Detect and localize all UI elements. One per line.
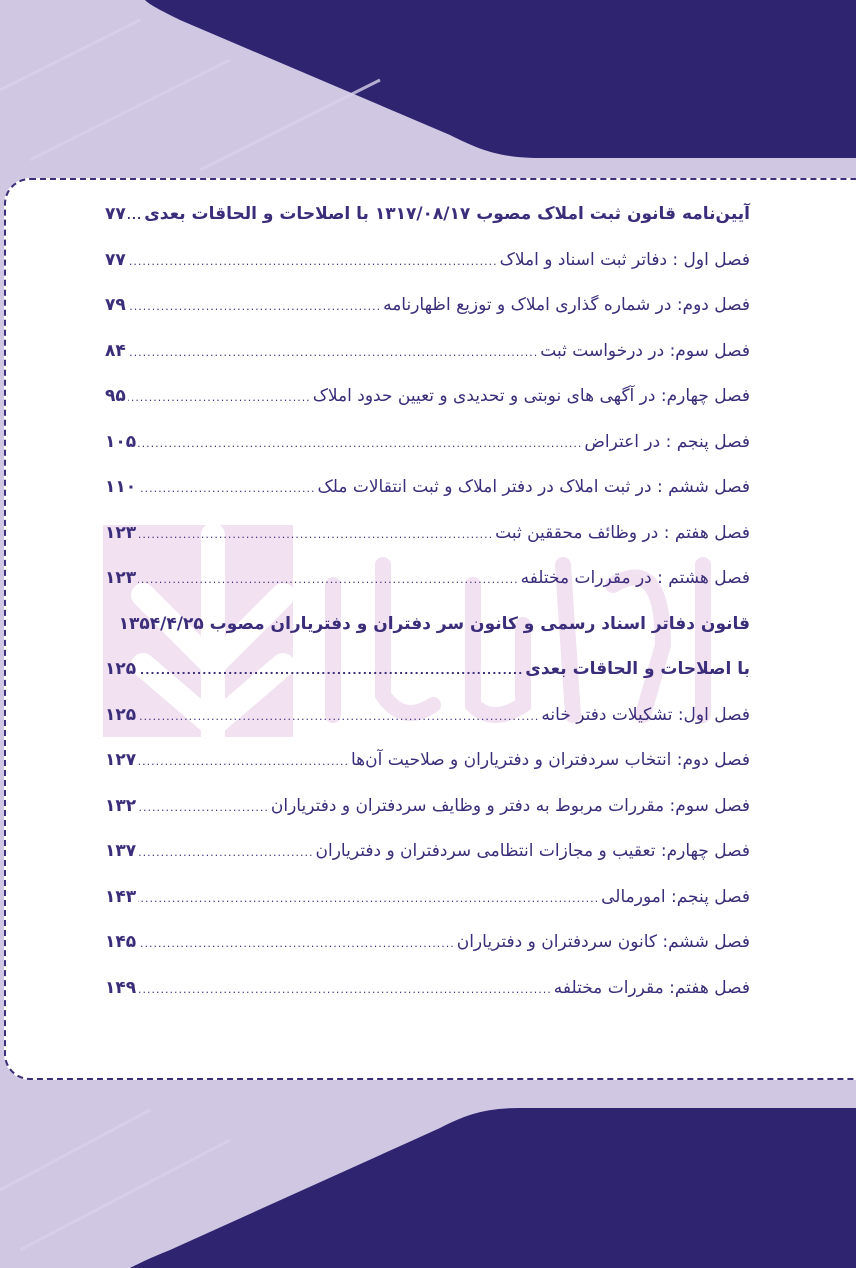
toc-section-heading[interactable] [105,192,750,238]
toc-page-number: ۱۲۵ [105,659,137,679]
toc-entry[interactable] [105,784,750,830]
toc-page-number: ۱۲۳ [105,568,137,588]
toc-page-number: ۱۲۵ [105,704,137,725]
toc-entry[interactable] [105,420,750,466]
toc-entry[interactable] [105,511,750,557]
toc-entry-title: فصل چهارم: تعقیب و مجازات انتظامی سردفتران و دفتریاران [315,841,750,861]
toc-page-number: ۱۱۰ [105,477,137,497]
toc-entry-title: فصل هفتم: مقررات مختلفه [553,977,750,998]
toc-page-number: ۸۴ [105,340,126,361]
toc-entry[interactable] [105,693,750,739]
toc-page-number: ۱۲۷ [105,750,137,770]
leader-dots [138,648,523,694]
toc-entry-title: با اصلاحات و الحاقات بعدی [525,659,750,679]
toc-entry-title: فصل اول : دفاتر ثبت اسناد و املاک [499,249,750,270]
leader-dots [138,739,349,785]
leader-dots [128,375,311,421]
toc-page-number: ۱۴۵ [105,932,137,952]
toc-entry[interactable] [105,238,750,284]
toc-entry-title: فصل هشتم : در مقررات مختلفه [520,568,750,588]
toc-entry-title: فصل ششم: کانون سردفتران و دفتریاران [456,932,750,952]
toc-entry-title: آیین‌نامه قانون ثبت املاک مصوب ۱۳۱۷/۰۸/۱۷ با اصلاحات و الحاقات بعدی [144,204,750,224]
leader-dots [138,921,455,967]
leader-dots [128,239,498,285]
toc-entry-title: فصل پنجم : در اعتراض [584,431,750,452]
leader-dots [138,512,493,558]
toc-entry[interactable] [105,875,750,921]
leader-dots [138,557,518,603]
toc-page-number: ۱۳۷ [105,841,137,861]
leader-dots [138,421,582,467]
toc-entry[interactable] [105,829,750,875]
toc-entry[interactable] [105,738,750,784]
toc-entry-title: فصل چهارم: در آگهی های نوبتی و تحدیدی و تعیین حدود املاک [312,386,750,406]
leader-dots [138,876,599,922]
toc-entry[interactable] [105,556,750,602]
leader-dots [128,330,539,376]
toc-page-number: ۷۹ [105,295,126,315]
toc-entry-title: فصل اول: تشکیلات دفتر خانه [541,704,750,725]
toc-page-number: ۱۳۲ [105,795,137,816]
toc-entry[interactable] [105,329,750,375]
toc-entry-title: فصل هفتم : در وظائف محققین ثبت [495,522,750,543]
leader-dots [138,830,313,876]
toc-entry-title: فصل دوم: انتخاب سردفتران و دفتریاران و صلاحیت آن‌ها [350,750,750,770]
toc-entry-title: فصل سوم: در درخواست ثبت [540,340,750,361]
toc-page-number: ۱۴۳ [105,886,137,907]
toc-section-heading[interactable] [105,647,750,693]
toc-page-number: ۱۴۹ [105,977,137,998]
toc-entry[interactable] [105,374,750,420]
toc-entry[interactable] [105,283,750,329]
toc-page-number: ۷۷ [105,249,126,270]
toc-entry[interactable] [105,920,750,966]
toc-entry[interactable] [105,966,750,1012]
leader-dots [138,785,269,831]
toc-entry-title: فصل دوم: در شماره گذاری املاک و توزیع اظهارنامه [383,295,750,315]
toc-entry-title: فصل سوم: مقررات مربوط به دفتر و وظایف سردفتران و دفتریاران [270,795,750,816]
leader-dots [128,193,142,239]
top-decor-shape [145,0,856,158]
table-of-contents [105,192,750,1011]
toc-page-number: ۹۵ [105,386,126,406]
bottom-decor-shape [130,1108,856,1268]
leader-dots [138,466,315,512]
leader-dots [138,967,552,1013]
toc-entry-title: فصل ششم : در ثبت املاک در دفتر املاک و ثبت انتقالات ملک [317,477,750,497]
toc-page-number: ۱۲۳ [105,522,137,543]
toc-entry-title: قانون دفاتر اسناد رسمی و کانون سر دفتران و دفتریاران مصوب ۱۳۵۴/۴/۲۵ [118,613,750,634]
leader-dots [128,284,381,330]
leader-dots [138,694,539,740]
toc-page-number: ۱۰۵ [105,431,137,452]
toc-entry-title: فصل پنجم: امورمالی [601,886,750,907]
toc-section-heading[interactable] [105,602,750,648]
toc-entry[interactable] [105,465,750,511]
toc-page-number: ۷۷ [105,204,126,224]
